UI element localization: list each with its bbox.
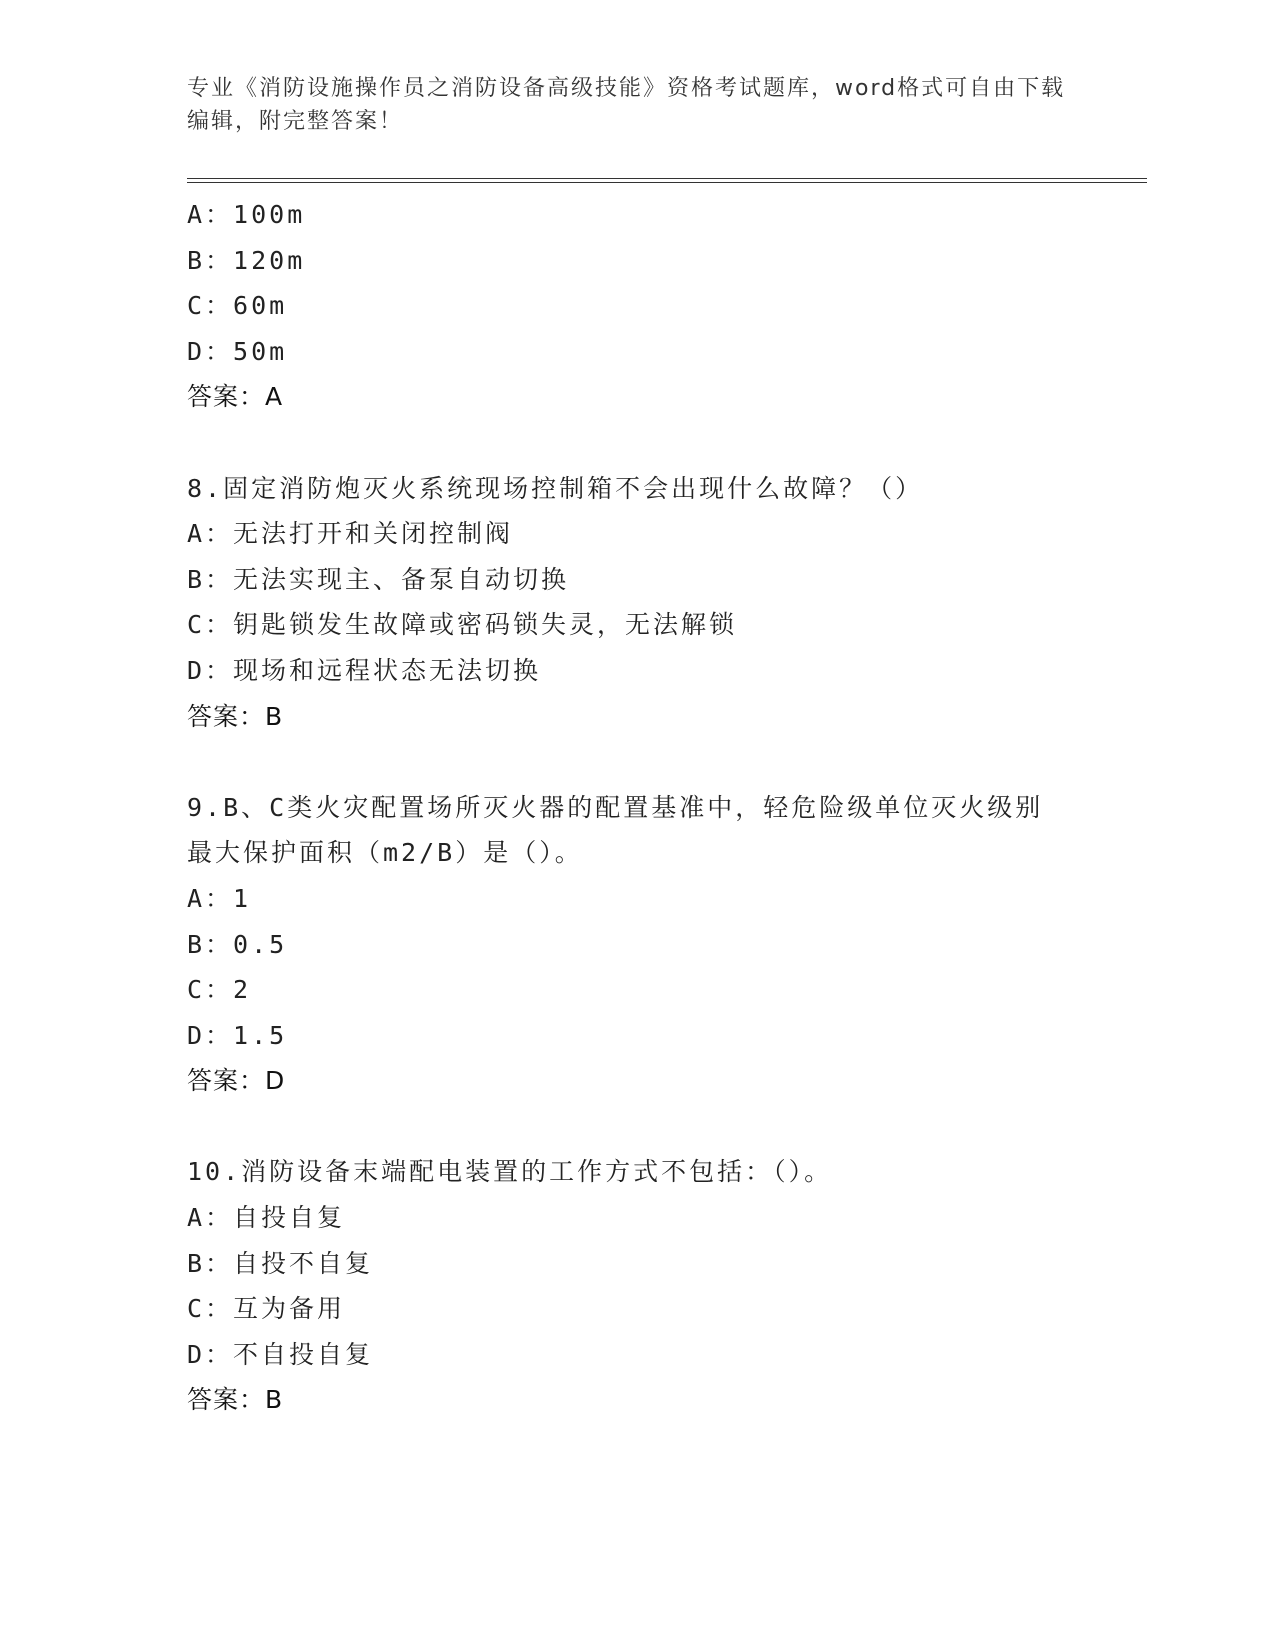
document-header: 专业《消防设施操作员之消防设备高级技能》资格考试题库，word格式可自由下载编辑，附完整答案！	[187, 76, 1066, 134]
option-a: A：100m	[187, 200, 306, 229]
option-c: C：互为备用	[187, 1294, 346, 1324]
question-block-7	[187, 192, 1147, 420]
question-text: 8.固定消防炮灭火系统现场控制箱不会出现什么故障？（）	[187, 473, 924, 503]
spacer	[187, 739, 1147, 785]
question-block-9	[187, 785, 1147, 1104]
spacer	[187, 1104, 1147, 1150]
answer-line: 答案：B	[187, 701, 284, 731]
spacer	[187, 420, 1147, 466]
question-block-10	[187, 1149, 1147, 1423]
option-a: A：自投自复	[187, 1203, 346, 1233]
option-d: D：现场和远程状态无法切换	[187, 655, 542, 685]
option-a: A：1	[187, 883, 252, 913]
answer-line: 答案：D	[187, 1066, 286, 1096]
header-divider-bottom	[187, 182, 1147, 183]
answer-line: 答案：A	[187, 382, 284, 412]
question-text: 10.消防设备末端配电装置的工作方式不包括：（）。	[187, 1157, 833, 1187]
option-d: D：50m	[187, 336, 288, 366]
option-d: D：不自投自复	[187, 1339, 374, 1369]
question-text: 9.B、C类火灾配置场所灭火器的配置基准中，轻危险级单位灭火级别最大保护面积（m2/B）是（）。	[187, 792, 1044, 868]
option-b: B：自投不自复	[187, 1248, 374, 1278]
header-divider-top	[187, 178, 1147, 179]
option-b: B：无法实现主、备泵自动切换	[187, 564, 570, 594]
answer-line: 答案：B	[187, 1385, 284, 1415]
option-c: C：60m	[187, 291, 288, 321]
option-d: D：1.5	[187, 1020, 288, 1050]
question-block-8	[187, 466, 1147, 740]
option-a: A：无法打开和关闭控制阀	[187, 519, 514, 549]
question-list	[187, 192, 1147, 1423]
option-c: C：钥匙锁发生故障或密码锁失灵，无法解锁	[187, 610, 738, 640]
option-b: B：120m	[187, 245, 306, 275]
option-c: C：2	[187, 975, 252, 1005]
option-b: B：0.5	[187, 929, 288, 959]
